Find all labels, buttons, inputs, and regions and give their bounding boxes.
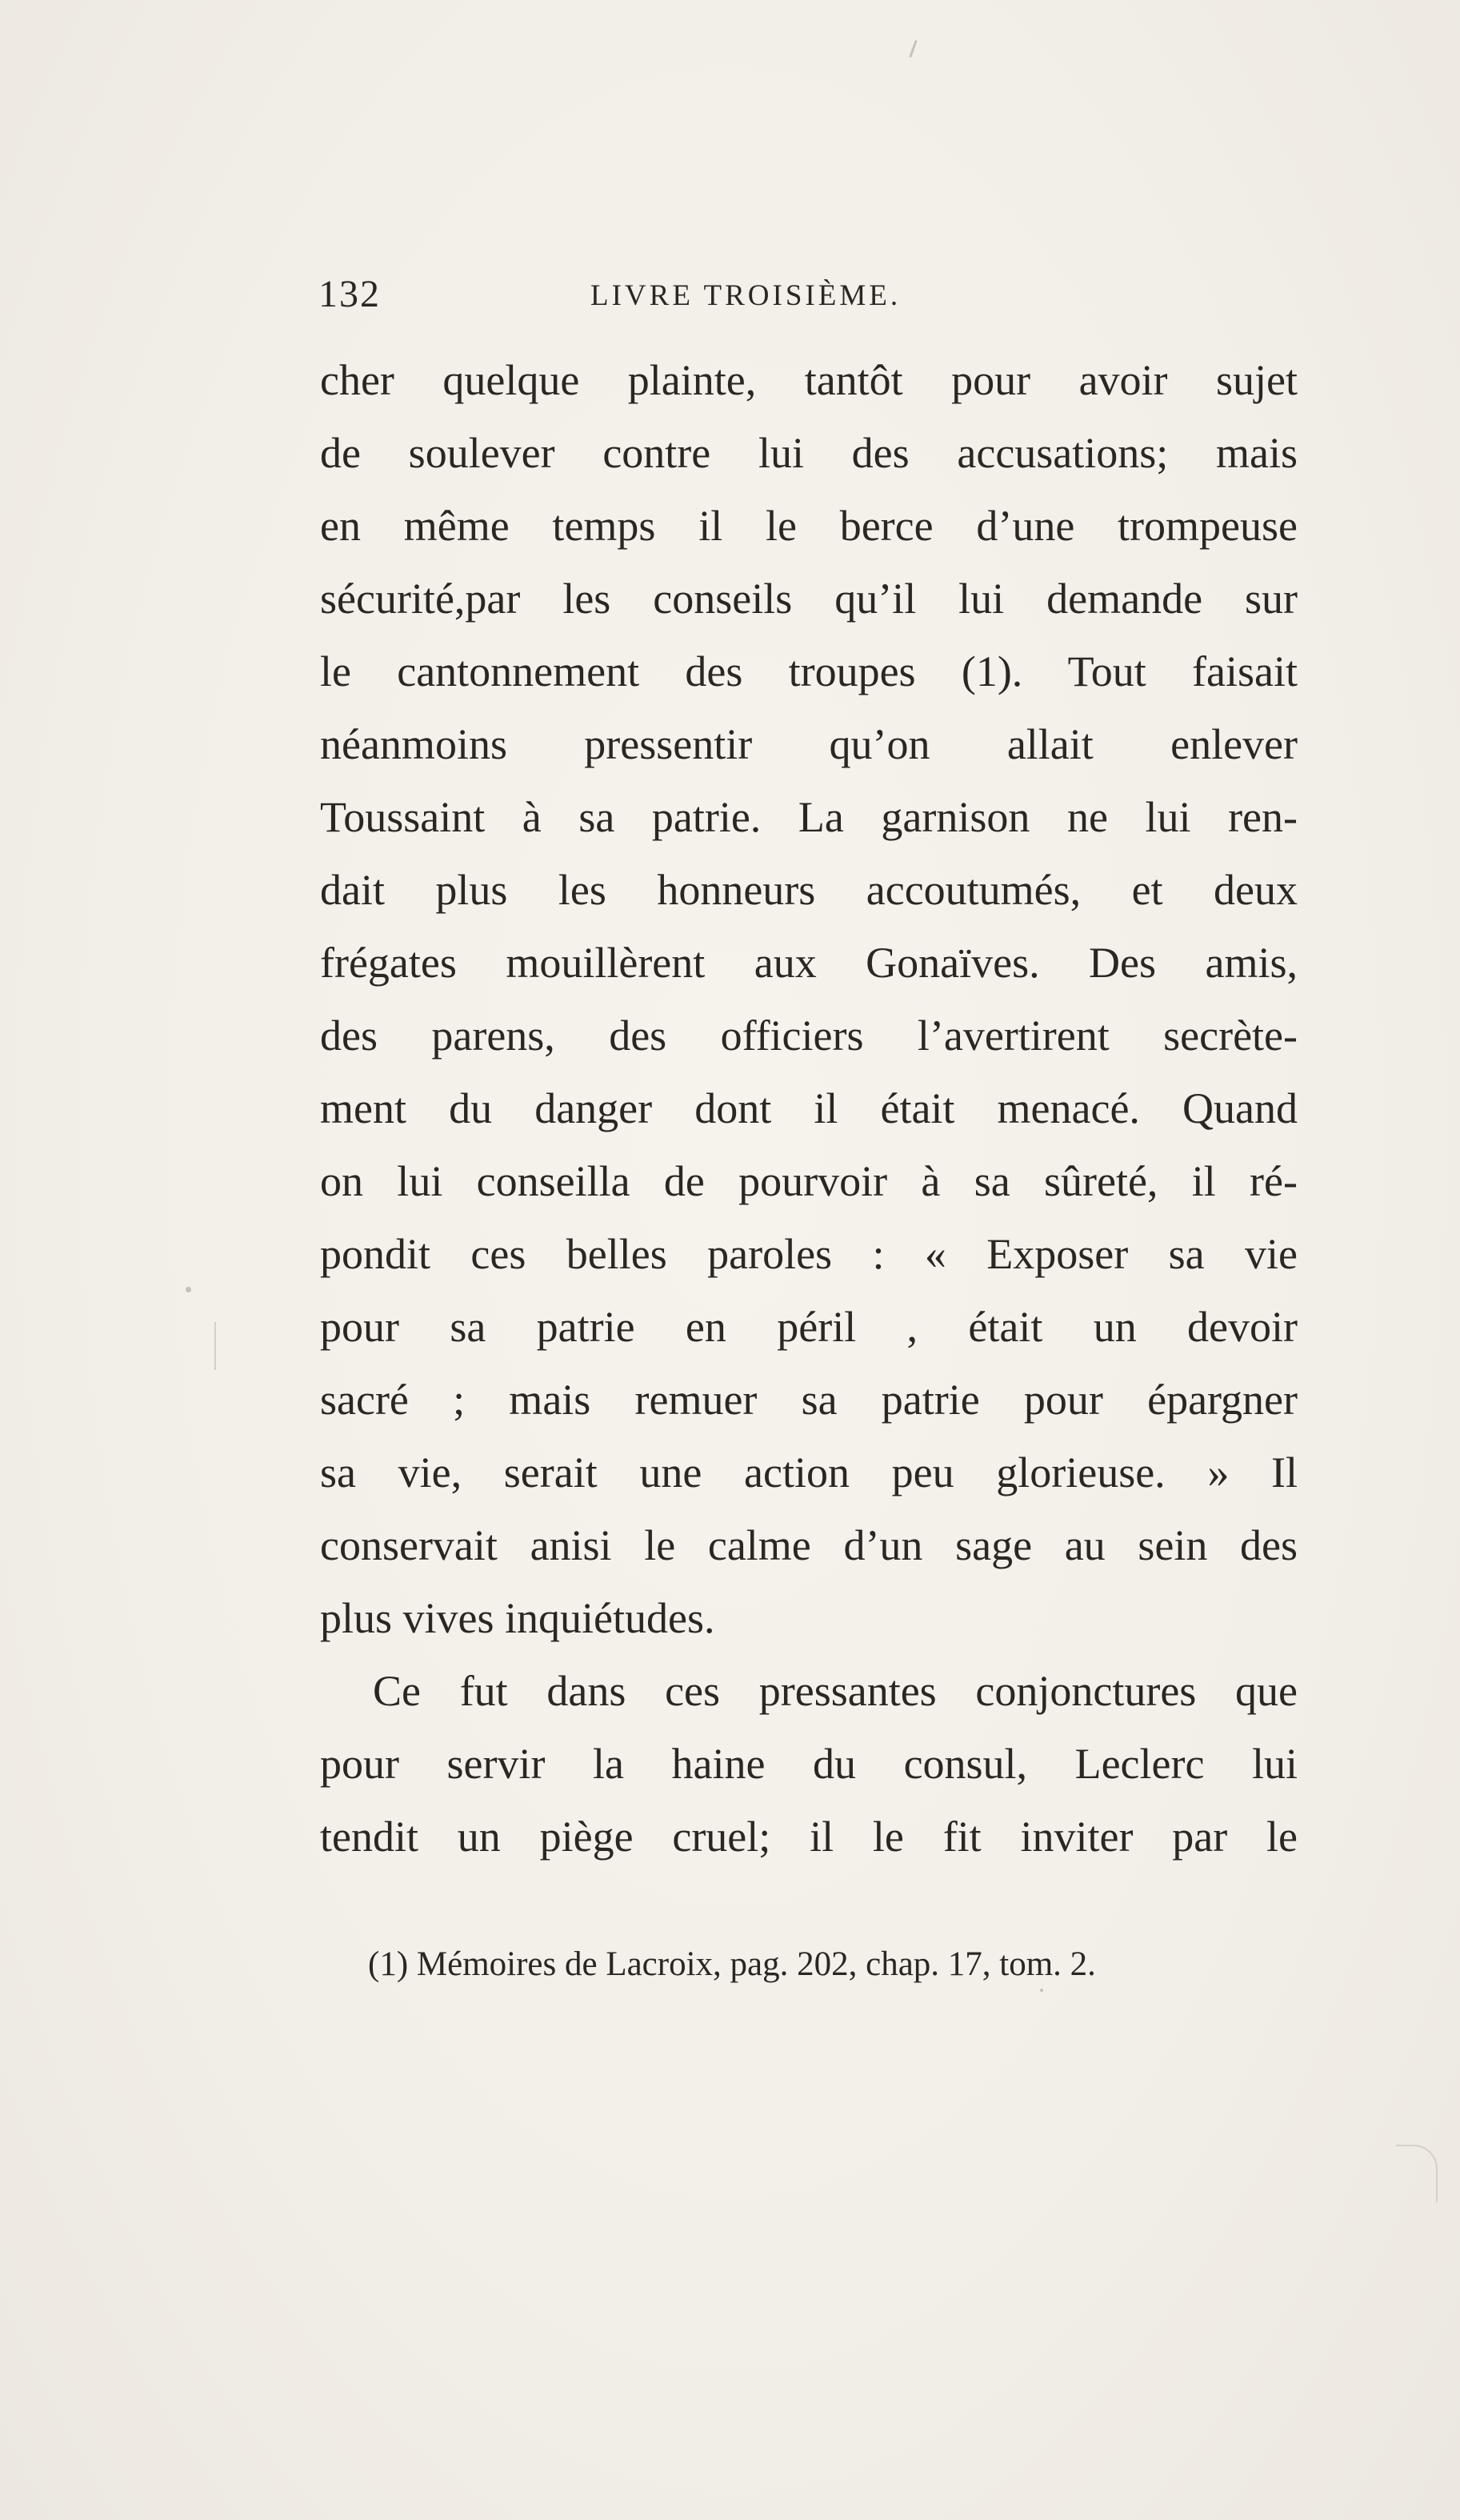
text-line: pondit ces belles paroles : « Exposer sa vie bbox=[320, 1230, 1298, 1278]
body-text bbox=[320, 344, 1298, 1873]
text-line: sacré ; mais remuer sa patrie pour épargner bbox=[320, 1376, 1298, 1424]
text-line: de soulever contre lui des accusations; mais bbox=[320, 429, 1298, 477]
text-line: néanmoins pressentir qu’on allait enlever bbox=[320, 720, 1298, 768]
text-line: on lui conseilla de pourvoir à sa sûreté, il ré- bbox=[320, 1157, 1298, 1205]
running-head bbox=[318, 272, 1296, 320]
footnote: (1) Mémoires de Lacroix, pag. 202, chap. 17, tom. 2. bbox=[368, 1945, 1096, 1983]
text-line: pour servir la haine du consul, Leclerc lui bbox=[320, 1740, 1298, 1788]
paragraph-start-line: Ce fut dans ces pressantes conjonctures que bbox=[373, 1667, 1298, 1715]
text-line: ment du danger dont il était menacé. Quand bbox=[320, 1084, 1298, 1132]
text-line: sécurité,par les conseils qu’il lui demande sur bbox=[320, 575, 1298, 623]
text-line: Toussaint à sa patrie. La garnison ne lui ren- bbox=[320, 793, 1298, 841]
text-line: en même temps il le berce d’une trompeuse bbox=[320, 502, 1298, 550]
text-line: conservait anisi le calme d’un sage au sein des bbox=[320, 1521, 1298, 1569]
text-line: cher quelque plainte, tantôt pour avoir sujet bbox=[320, 356, 1298, 404]
running-title: LIVRE TROISIÈME. bbox=[590, 279, 902, 312]
text-line: pour sa patrie en péril , était un devoir bbox=[320, 1303, 1298, 1351]
text-line: sa vie, serait une action peu glorieuse. » Il bbox=[320, 1448, 1298, 1496]
text-line: frégates mouillèrent aux Gonaïves. Des amis, bbox=[320, 939, 1298, 987]
paper-speck bbox=[186, 1287, 191, 1292]
text-line: tendit un piège cruel; il le fit inviter par le bbox=[320, 1813, 1298, 1861]
text-line: des parens, des officiers l’avertirent secrète- bbox=[320, 1012, 1298, 1060]
margin-mark bbox=[214, 1322, 216, 1370]
paragraph-end-line: plus vives inquiétudes. bbox=[320, 1594, 715, 1642]
paper-speck bbox=[1040, 1989, 1043, 1992]
page-number: 132 bbox=[318, 273, 381, 315]
corner-mark bbox=[1396, 2145, 1438, 2202]
text-line: le cantonnement des troupes (1). Tout faisait bbox=[320, 647, 1298, 695]
text-line: dait plus les honneurs accoutumés, et deux bbox=[320, 866, 1298, 914]
ink-mark bbox=[909, 40, 917, 58]
